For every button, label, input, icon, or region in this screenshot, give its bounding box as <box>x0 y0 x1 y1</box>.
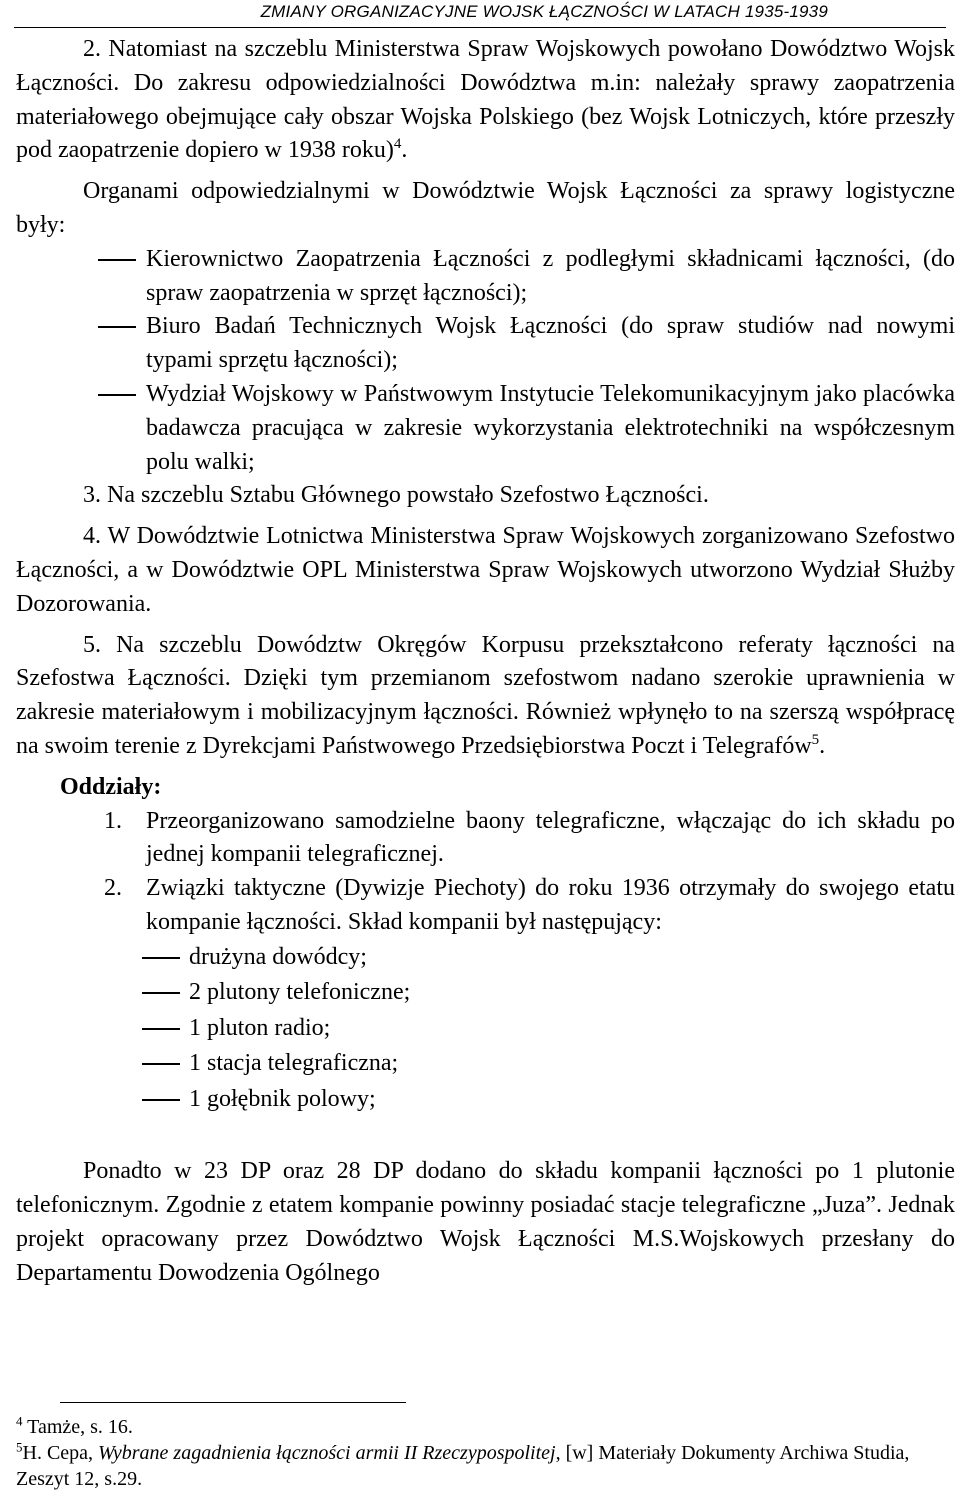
company-item <box>16 940 955 976</box>
footnote-5-number: 5 <box>16 1439 23 1455</box>
footnote-5 <box>16 1440 955 1492</box>
footnote-5-author: H. Cepa, <box>22 1442 99 1464</box>
header-divider <box>14 27 946 28</box>
dash-bullet <box>142 957 180 959</box>
dash-bullet <box>142 1028 180 1030</box>
footnote-5-title: Wybrane zagadnienia łączności armii II Rzeczypospolitej <box>98 1442 556 1464</box>
paragraph-2-end: . <box>401 137 408 164</box>
company-item <box>16 1046 955 1082</box>
paragraph-5 <box>16 629 955 764</box>
company-item-text: 1 pluton radio; <box>189 1014 331 1041</box>
footnote-divider <box>60 1402 406 1403</box>
footnote-ref-5[interactable]: 5 <box>811 731 820 748</box>
footnotes <box>16 1414 955 1492</box>
paragraph-2 <box>16 33 955 168</box>
dash-bullet <box>98 259 136 261</box>
unit-item <box>16 805 955 873</box>
units-heading: Oddziały: <box>60 773 162 800</box>
company-item <box>16 1011 955 1047</box>
dash-bullet <box>98 326 136 328</box>
vertical-spacer <box>16 1117 955 1155</box>
footnote-4-number: 4 <box>16 1413 23 1429</box>
closing-paragraph: Ponadto w 23 DP oraz 28 DP dodano do składu kompanii łączności po 1 plutonie telefonicznym. Zgodnie z etatem kompanie powinny posiadać stacje telegraficzne „Juza”. Jednak projekt opracowany przez Dowództwo Wojsk Łączności M.S.Wojskowych przesłany do Departamentu Dowodzenia Ogólnego <box>16 1158 955 1286</box>
organs-intro: Organami odpowiedzialnymi w Dowództwie Wojsk Łączności za sprawy logistyczne były: <box>16 178 955 238</box>
unit-item-number: 1. <box>104 807 122 834</box>
running-header: ZMIANY ORGANIZACYJNE WOJSK ŁĄCZNOŚCI W LATACH 1935-1939 <box>260 2 828 21</box>
unit-item <box>16 872 955 940</box>
company-item-text: 1 gołębnik polowy; <box>189 1085 376 1112</box>
footnote-5-source: , [w] Materiały Dokumenty Archiwa Studia, Zeszyt 12, s.29. <box>16 1442 910 1490</box>
footnote-ref-4[interactable]: 4 <box>393 136 402 153</box>
company-item-text: drużyna dowódcy; <box>189 943 367 970</box>
paragraph-2-text: 2. Natomiast na szczeblu Ministerstwa Spraw Wojskowych powołano Dowództwo Wojsk Łączności. Do zakresu odpowiedzialności Dowództwa m.in: należały sprawy zaopatrzenia materiałowego obejmujące cały obszar Wojska Polskiego (bez Wojsk Lotniczych, które przeszły pod zaopatrzenie dopiero w 1938 roku) <box>16 36 955 164</box>
dash-bullet <box>142 1099 180 1101</box>
footnote-4 <box>16 1414 955 1440</box>
organ-item <box>16 310 955 378</box>
dash-bullet <box>98 394 136 396</box>
paragraph-4: 4. W Dowództwie Lotnictwa Ministerstwa Spraw Wojskowych zorganizowano Szefostwo Łączności, a w Dowództwie OPL Ministerstwa Spraw Wojskowych utworzono Wydział Służby Dozorowania. <box>16 523 955 617</box>
page-body <box>16 33 955 1290</box>
organ-item <box>16 378 955 479</box>
organ-item <box>16 243 955 311</box>
company-item-text: 1 stacja telegraficzna; <box>189 1050 399 1077</box>
organ-item-text: Wydział Wojskowy w Państwowym Instytucie Telekomunikacyjnym jako placówka badawcza pracująca w zakresie wykorzystania elektrotechniki na współczesnym polu walki; <box>146 380 955 475</box>
company-item-text: 2 plutony telefoniczne; <box>189 979 411 1006</box>
footnote-4-text: Tamże, s. 16. <box>22 1416 133 1438</box>
dash-bullet <box>142 992 180 994</box>
unit-item-text: Przeorganizowano samodzielne baony telegraficzne, włączając do ich składu po jednej kompanii telegraficznej. <box>146 807 955 868</box>
company-item <box>16 1082 955 1118</box>
organ-item-text: Kierownictwo Zaopatrzenia Łączności z podległymi składnicami łączności, (do spraw zaopatrzenia w sprzęt łączności); <box>146 245 955 306</box>
dash-bullet <box>142 1063 180 1065</box>
unit-item-number: 2. <box>104 875 122 902</box>
paragraph-5-end: . <box>819 732 826 759</box>
unit-item-text: Związki taktyczne (Dywizje Piechoty) do roku 1936 otrzymały do swojego etatu kompanie łączności. Skład kompanii był następujący: <box>146 875 955 935</box>
organ-item-text: Biuro Badań Technicznych Wojsk Łączności (do spraw studiów nad nowymi typami sprzętu łączności); <box>146 313 955 374</box>
paragraph-3: 3. Na szczeblu Sztabu Głównego powstało Szefostwo Łączności. <box>83 482 709 509</box>
company-item <box>16 975 955 1011</box>
paragraph-5-text: 5. Na szczeblu Dowództw Okręgów Korpusu przekształcono referaty łączności na Szefostwa Łączności. Dzięki tym przemianom szefostwom nadano szerokie uprawnienia w zakresie materiałowym i mobilizacyjnym łączności. Również wpłynęło to na szerszą współpracę na swoim terenie z Dyrekcjami Państwowego Przedsiębiorstwa Poczt i Telegrafów <box>16 631 955 759</box>
